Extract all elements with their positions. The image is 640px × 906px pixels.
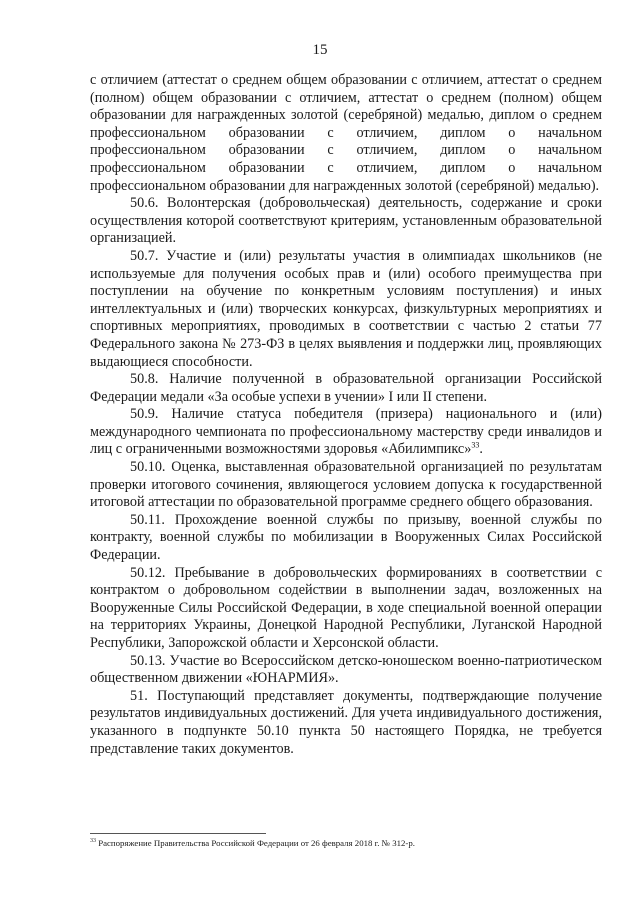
paragraph-50-9: 50.9. Наличие статуса победителя (призера) национального и (или) международного чемпионата по профессиональному мастерству среди инвалидов и лиц с ограниченными возможностями здоровья «Абилимпикс»$^{33}$. <box>90 406 602 458</box>
footnote <box>90 838 602 849</box>
paragraph-50-12: 50.12. Пребывание в добровольческих формированиях в соответствии с контрактом о добровольном содействии в выполнении задач, возложенных на Вооруженные Силы Российской Федерации, в ходе специальной военной операции на территориях Украины, Донецкой Народной Республики, Луганской Народной Республики, Запорожской области и Херсонской области. <box>90 564 602 651</box>
paragraph-50-11: 50.11. Прохождение военной службы по призыву, военной службы по контракту, военной службы по мобилизации в Вооруженных Силах Российской Федерации. <box>90 511 602 564</box>
paragraph-50-6: 50.6. Волонтерская (добровольческая) деятельность, содержание и сроки осуществления которой соответствуют критериям, установленным образовательной организацией. <box>90 195 602 247</box>
paragraph-50-7: 50.7. Участие и (или) результаты участия в олимпиадах школьников (не используемые для получения особых прав и (или) особого преимущества при поступлении на обучение по конкретным условиям поступления) и иных интеллектуальных и (или) творческих конкурсах, физкультурных мероприятиях и спортивных мероприятиях, проводимых в соответствии с частью 2 статьи 77 Федерального закона № 273-ФЗ в целях выявления и поддержки лиц, проявляющих выдающиеся способности. <box>90 247 602 370</box>
document-body <box>90 72 602 758</box>
footnote-text: Распоряжение Правительства Российской Федерации от 26 февраля 2018 г. № 312-р. <box>98 838 415 848</box>
paragraph-50-9-text: 50.9. Наличие статуса победителя (призера) национального и (или) международного чемпионата по профессиональному мастерству среди инвалидов и лиц с ограниченными возможностями здоровья «Абилимпикс» <box>90 406 602 458</box>
paragraph-50-13: 50.13. Участие во Всероссийском детско-юношеском военно-патриотическом общественном движении «ЮНАРМИЯ». <box>90 652 602 687</box>
footnote-divider <box>90 833 266 834</box>
page-number: 15 <box>312 42 328 58</box>
footnote-reference: 33 <box>471 440 480 450</box>
paragraph-50-10: 50.10. Оценка, выставленная образовательной организацией по результатам проверки итогового сочинения, являющегося условием допуска к государственной итоговой аттестации по образовательной программе среднего общего образования. <box>90 459 602 511</box>
paragraph-50-8: 50.8. Наличие полученной в образовательной организации Российской Федерации медали «За особые успехи в учении» I или II степени. <box>90 371 602 405</box>
paragraph-continuation: с отличием (аттестат о среднем общем образовании с отличием, аттестат о среднем (полном) общем образовании с отличием, аттестат о среднем (полном) общем образовании для награжденных золотой (серебряной) медалью, диплом о среднем профессиональном образовании с отличием, диплом о начальном профессиональном образовании с отличием, диплом о начальном профессиональном образовании с отличием, диплом о начальном профессиональном образовании для награжденных золотой (серебряной) медалью). <box>90 72 602 194</box>
footnote-number: 33 <box>90 838 96 845</box>
paragraph-51: 51. Поступающий представляет документы, подтверждающие получение результатов индивидуальных достижений. Для учета индивидуального достижения, указанного в подпункте 50.10 пункта 50 настоящего Порядка, не требуется представление таких документов. <box>90 687 602 757</box>
